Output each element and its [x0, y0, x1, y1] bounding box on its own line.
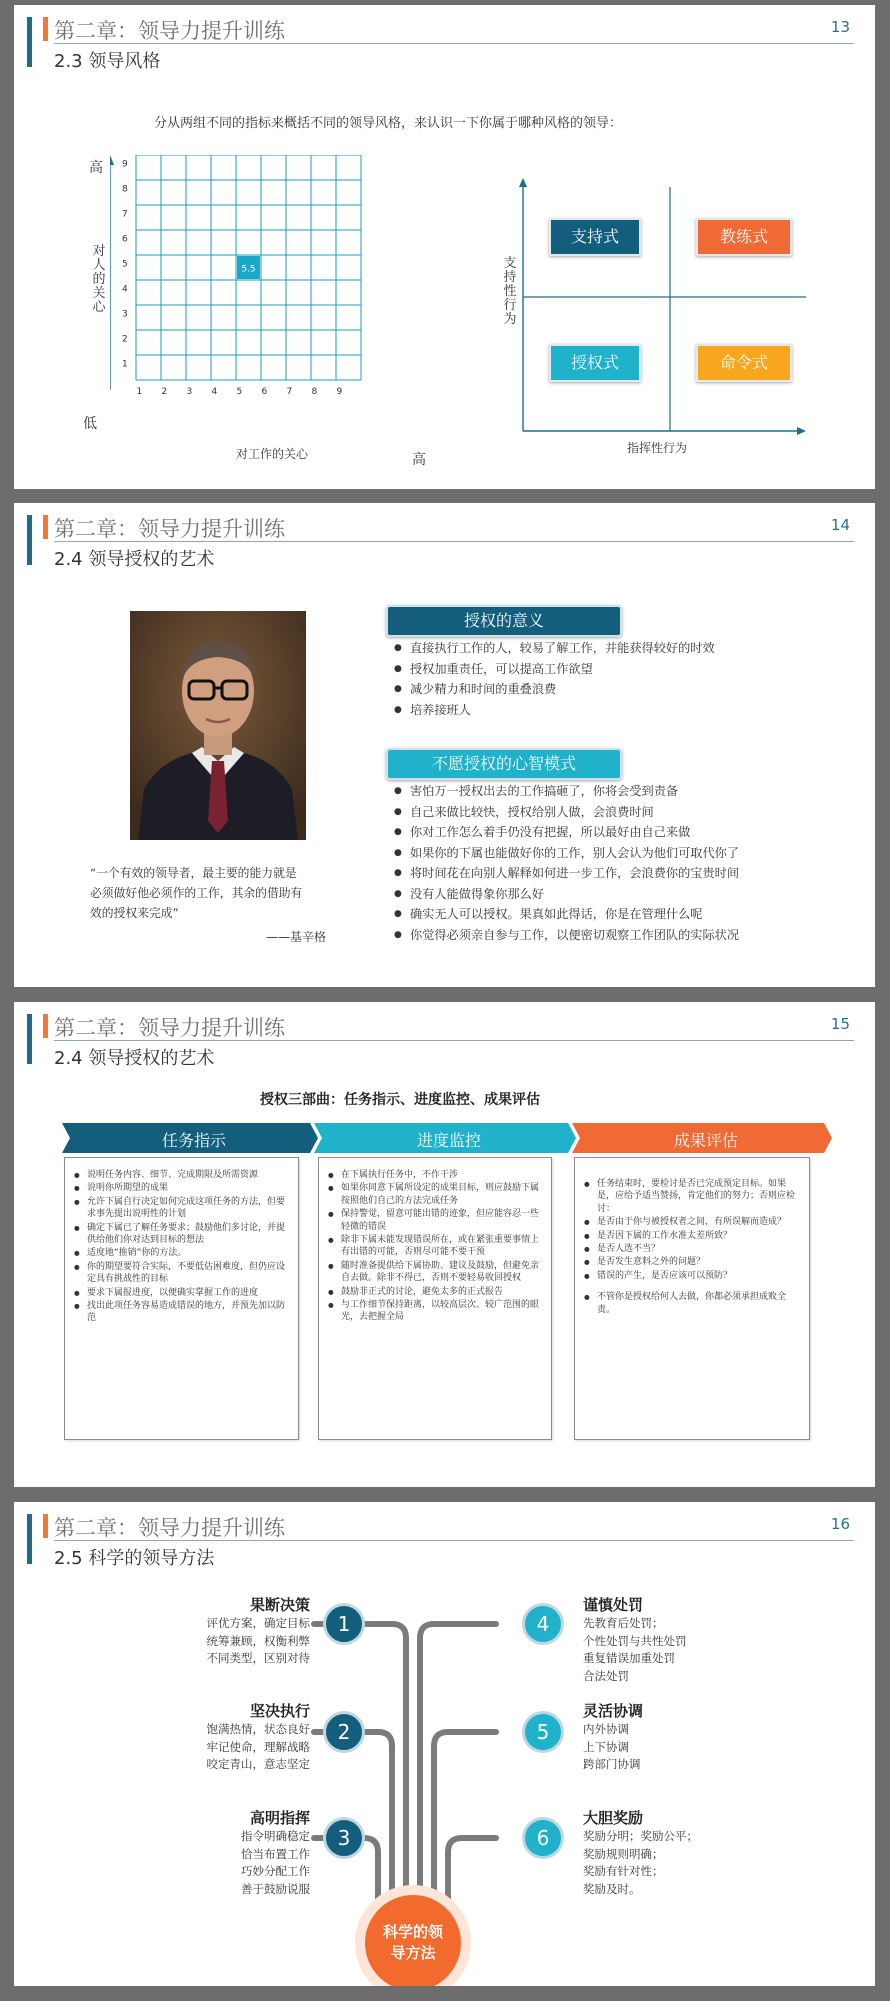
grid-y-low: 低	[83, 416, 97, 432]
grid-y-tick: 9	[122, 159, 128, 170]
method-desc-line: 个性处罚与共性处罚	[583, 1633, 687, 1648]
header-divider	[54, 43, 854, 44]
quad-y-title-char: 性	[503, 284, 517, 299]
quote-line: 必须做好他必须作的工作，其余的借助有	[90, 886, 303, 900]
method-number-1: 1	[323, 1603, 365, 1645]
slide-15	[14, 1002, 875, 1487]
grid-y-tick: 1	[122, 359, 128, 370]
grid-x-title: 对工作的关心	[236, 447, 309, 461]
step-title-3: 成果评估	[673, 1131, 738, 1150]
grid-y-title-char: 心	[92, 300, 106, 315]
managerial-grid	[110, 155, 455, 445]
list-item: ● 鼓励非正式的讨论，避免太多的正式报告	[327, 1286, 543, 1298]
method-desc-line: 评优方案，确定目标	[206, 1616, 310, 1630]
grid-x-tick: 9	[336, 387, 343, 397]
list-item: ● 如果你同意下属所设定的成果目标，则应鼓励下属按照他们自己的方法完成任务	[327, 1182, 543, 1207]
method-desc-line: 咬定青山，意志坚定	[206, 1757, 310, 1771]
list-item: ● 除非下属未能发现错误所在，或在紧张重要事情上有出错的可能，否则尽可能不要干预	[327, 1234, 543, 1259]
grid-y-title-char: 关	[92, 286, 106, 301]
method-desc-line: 上下协调	[583, 1739, 629, 1754]
method-connector-tree	[14, 1502, 875, 1986]
list-item: ● 与工作细节保持距离，以较高层次、较广范围的眼光，去把握全局	[327, 1299, 543, 1324]
method-number-6: 6	[522, 1817, 564, 1859]
list-item: ● 随时准备提供给下属协助、建议及鼓励，但避免亲自去做。除非不得已，否则不要轻易收回授权	[327, 1260, 543, 1285]
method-desc-2	[207, 1721, 311, 1774]
method-desc-line: 先教育后处罚；	[583, 1616, 664, 1630]
header-accent-bar-orange	[43, 17, 48, 41]
method-title-2: 坚决执行	[249, 1702, 310, 1720]
method-title-5: 灵活协调	[583, 1702, 644, 1720]
mindset-list	[394, 781, 739, 945]
method-desc-6	[583, 1828, 698, 1898]
section-title: 2.5 科学的领导方法	[54, 1548, 215, 1569]
method-desc-line: 指令明确稳定	[241, 1829, 310, 1843]
method-desc-3	[241, 1828, 310, 1898]
list-item: ● 是否因下属的工作水准太差所致？	[583, 1230, 801, 1242]
step-title-2: 进度监控	[416, 1131, 481, 1150]
list-item: ● 不管你是授权给何人去做，你都必须承担成败全责。	[583, 1291, 801, 1316]
grid-y-tick: 2	[122, 334, 128, 345]
meaning-title: 授权的意义	[386, 605, 622, 637]
header-accent-bar-orange	[43, 1014, 48, 1038]
method-title-4: 谨慎处罚	[583, 1596, 644, 1614]
header-accent-bar	[27, 17, 32, 67]
list-item: ● 允许下属自行决定如何完成这项任务的方法，但要求事先提出说明性的计划	[73, 1196, 290, 1221]
grid-x-tick: 8	[311, 387, 318, 397]
grid-y-tick: 6	[122, 234, 128, 245]
list-item: ● 没有人能做得象你那么好	[394, 884, 739, 905]
intro-text: 分从两组不同的指标来概括不同的领导风格，来认识一下你属于哪种风格的领导：	[154, 116, 623, 131]
method-desc-line: 巧妙分配工作	[241, 1864, 310, 1878]
method-desc-line: 恰当布置工作	[241, 1846, 310, 1861]
method-title-6: 大胆奖励	[583, 1809, 644, 1827]
list-item: ● 培养接班人	[394, 700, 715, 721]
page-number: 14	[830, 516, 850, 534]
method-desc-line: 跨部门协调	[583, 1757, 641, 1771]
grid-y-title-char: 对	[92, 244, 106, 259]
chapter-title: 第二章：领导力提升训练	[54, 517, 285, 541]
center-label-line: 科学的领	[382, 1923, 443, 1941]
meaning-list	[394, 638, 715, 720]
page-number: 16	[830, 1515, 850, 1533]
list-item: ● 你对工作怎么着手仍没有把握，所以最好由自己来做	[394, 822, 739, 843]
grid-marker-label: 5.5	[241, 264, 256, 275]
quad-y-title-char: 支	[503, 256, 517, 271]
grid-y-axis-arrow	[110, 155, 114, 165]
three-step-heading: 授权三部曲：任务指示、进度监控、成果评估	[260, 1092, 540, 1108]
grid-y-tick: 5	[122, 259, 128, 270]
step-title-1: 任务指示	[161, 1131, 226, 1150]
section-title: 2.4 领导授权的艺术	[54, 1048, 215, 1069]
page-number: 13	[830, 18, 850, 36]
method-desc-line: 奖励及时。	[583, 1881, 641, 1896]
method-desc-1	[207, 1615, 311, 1668]
quad-y-title-char: 行	[503, 298, 517, 313]
method-desc-line: 不同类型，区别对待	[206, 1651, 310, 1665]
grid-x-tick: 5	[236, 387, 243, 397]
method-desc-line: 重复错误加重处罚	[583, 1651, 675, 1665]
list-item: ● 在下属执行任务中，不作干涉	[327, 1169, 543, 1181]
header-accent-bar-orange	[43, 515, 48, 539]
list-item: ● 找出此项任务容易造成错误的地方，并预先加以防范	[73, 1300, 290, 1325]
quad-x-title: 指挥性行为	[627, 441, 688, 455]
grid-x-high: 高	[412, 452, 426, 468]
page-number: 15	[830, 1015, 850, 1033]
method-title-1: 果断决策	[249, 1596, 310, 1614]
method-number-4: 4	[522, 1603, 564, 1645]
grid-y-tick: 3	[122, 309, 128, 320]
method-desc-line: 奖励规则明确；	[583, 1846, 664, 1861]
method-desc-line: 奖励有针对性；	[583, 1864, 664, 1878]
method-title-3: 高明指挥	[249, 1809, 310, 1827]
quote-text	[90, 863, 302, 923]
method-number-3: 3	[323, 1817, 365, 1859]
list-item: ● 确实无人可以授权。果真如此得话，你是在管理什么呢	[394, 904, 739, 925]
quad-y-title	[502, 257, 518, 327]
method-desc-line: 奖励分明；奖励公平；	[583, 1829, 698, 1843]
section-title: 2.3 领导风格	[54, 51, 161, 72]
section-title: 2.4 领导授权的艺术	[54, 549, 215, 570]
center-label	[369, 1922, 457, 1964]
style-supportive: 支持式	[549, 218, 641, 256]
grid-y-tick: 4	[122, 284, 128, 295]
list-item: ● 是否由于你与被授权者之间，有所误解而造成？	[583, 1216, 801, 1228]
list-item: ● 减少精力和时间的重叠浪费	[394, 679, 715, 700]
header-divider	[54, 1040, 854, 1041]
chapter-title: 第二章：领导力提升训练	[54, 1516, 285, 1540]
list-item: ● 错误的产生，是否应该可以预防？	[583, 1270, 801, 1282]
result-evaluation-box	[574, 1157, 810, 1440]
method-desc-line: 合法处罚	[583, 1668, 629, 1683]
list-item: ● 你的期望要符合实际，不要低估困难度，但仍应设定具有挑战性的目标	[73, 1261, 290, 1286]
grid-y-title-char: 的	[92, 272, 106, 287]
header-accent-bar	[27, 1014, 32, 1064]
grid-x-tick: 3	[186, 387, 193, 397]
chapter-title: 第二章：领导力提升训练	[54, 19, 285, 43]
grid-y-tick: 7	[122, 209, 128, 220]
header-divider	[54, 541, 854, 542]
list-item: ● 直接执行工作的人，较易了解工作，并能获得较好的时效	[394, 638, 715, 659]
method-number-5: 5	[522, 1711, 564, 1753]
grid-x-tick: 6	[261, 387, 268, 397]
portrait-photo	[130, 611, 306, 840]
center-label-line: 导方法	[390, 1944, 436, 1962]
grid-x-tick: 4	[211, 387, 218, 397]
method-desc-5	[583, 1721, 641, 1774]
list-item: ● 自己来做比较快，授权给别人做，会浪费时间	[394, 802, 739, 823]
quad-y-title-char: 持	[503, 270, 517, 285]
method-desc-line: 善于鼓励说服	[241, 1881, 310, 1896]
quadrant-axes	[519, 177, 819, 442]
grid-x-tick: 7	[286, 387, 293, 397]
grid-y-tick: 8	[122, 184, 128, 195]
list-item: ● 任务结束时，要检讨是否已完成预定目标。如果是，应给予适当赞扬，肯定他们的努力；否则应检讨：	[583, 1178, 801, 1215]
quote-line: 效的授权来完成”	[90, 906, 179, 920]
style-coaching: 教练式	[696, 218, 792, 256]
quote-line: “一个有效的领导者，最主要的能力就是	[90, 866, 297, 880]
slide-13	[14, 5, 875, 489]
method-desc-line: 饱满热情，状态良好	[206, 1722, 310, 1736]
list-item: ● 保持警觉，留意可能出错的迹象，但应能容忍一些轻微的错误	[327, 1208, 543, 1233]
method-desc-4	[583, 1615, 687, 1685]
grid-y-title	[91, 245, 107, 315]
quote-author: ——基辛格	[266, 930, 327, 944]
slide-16	[14, 1502, 875, 1986]
list-item: ● 如果你的下属也能做好你的工作，别人会认为他们可取代你了	[394, 843, 739, 864]
method-number-2: 2	[323, 1711, 365, 1753]
header-accent-bar	[27, 515, 32, 565]
list-item: ● 你觉得必须亲自参与工作，以便密切观察工作团队的实际状况	[394, 925, 739, 946]
method-desc-line: 牢记使命，理解战略	[206, 1739, 310, 1754]
list-item: ● 是否人选不当？	[583, 1243, 801, 1255]
grid-y-high: 高	[89, 160, 103, 176]
progress-monitor-box	[318, 1157, 552, 1440]
style-directing: 命令式	[696, 344, 792, 382]
grid-y-title-char: 人	[92, 258, 106, 273]
list-item: ● 要求下属报进度，以便确实掌握工作的进度	[73, 1287, 290, 1299]
method-desc-line: 内外协调	[583, 1722, 629, 1736]
list-item: ● 适度地“推销”你的方法。	[73, 1247, 290, 1259]
slide-14	[14, 503, 875, 987]
style-delegating: 授权式	[549, 344, 641, 382]
list-item: ● 害怕万一授权出去的工作搞砸了，你将会受到责备	[394, 781, 739, 802]
chapter-title: 第二章：领导力提升训练	[54, 1016, 285, 1040]
list-item: ● 说明任务内容、细节、完成期限及所需资源	[73, 1169, 290, 1181]
list-item: ● 说明你所期望的成果	[73, 1182, 290, 1194]
mindset-title: 不愿授权的心智模式	[386, 748, 622, 780]
list-item: ● 是否发生意料之外的问题？	[583, 1256, 801, 1268]
list-item: ● 确定下属已了解任务要求；鼓励他们多讨论，并提供给他们你对达到目标的想法	[73, 1222, 290, 1247]
grid-x-tick: 1	[136, 387, 143, 397]
method-desc-line: 统筹兼顾，权衡利弊	[206, 1633, 310, 1648]
list-item: ● 授权加重责任，可以提高工作欲望	[394, 659, 715, 680]
list-item: ● 将时间花在向别人解释如何进一步工作，会浪费你的宝贵时间	[394, 863, 739, 884]
grid-x-tick: 2	[161, 387, 168, 397]
task-instruction-box	[64, 1157, 299, 1440]
quad-y-title-char: 为	[503, 312, 517, 327]
